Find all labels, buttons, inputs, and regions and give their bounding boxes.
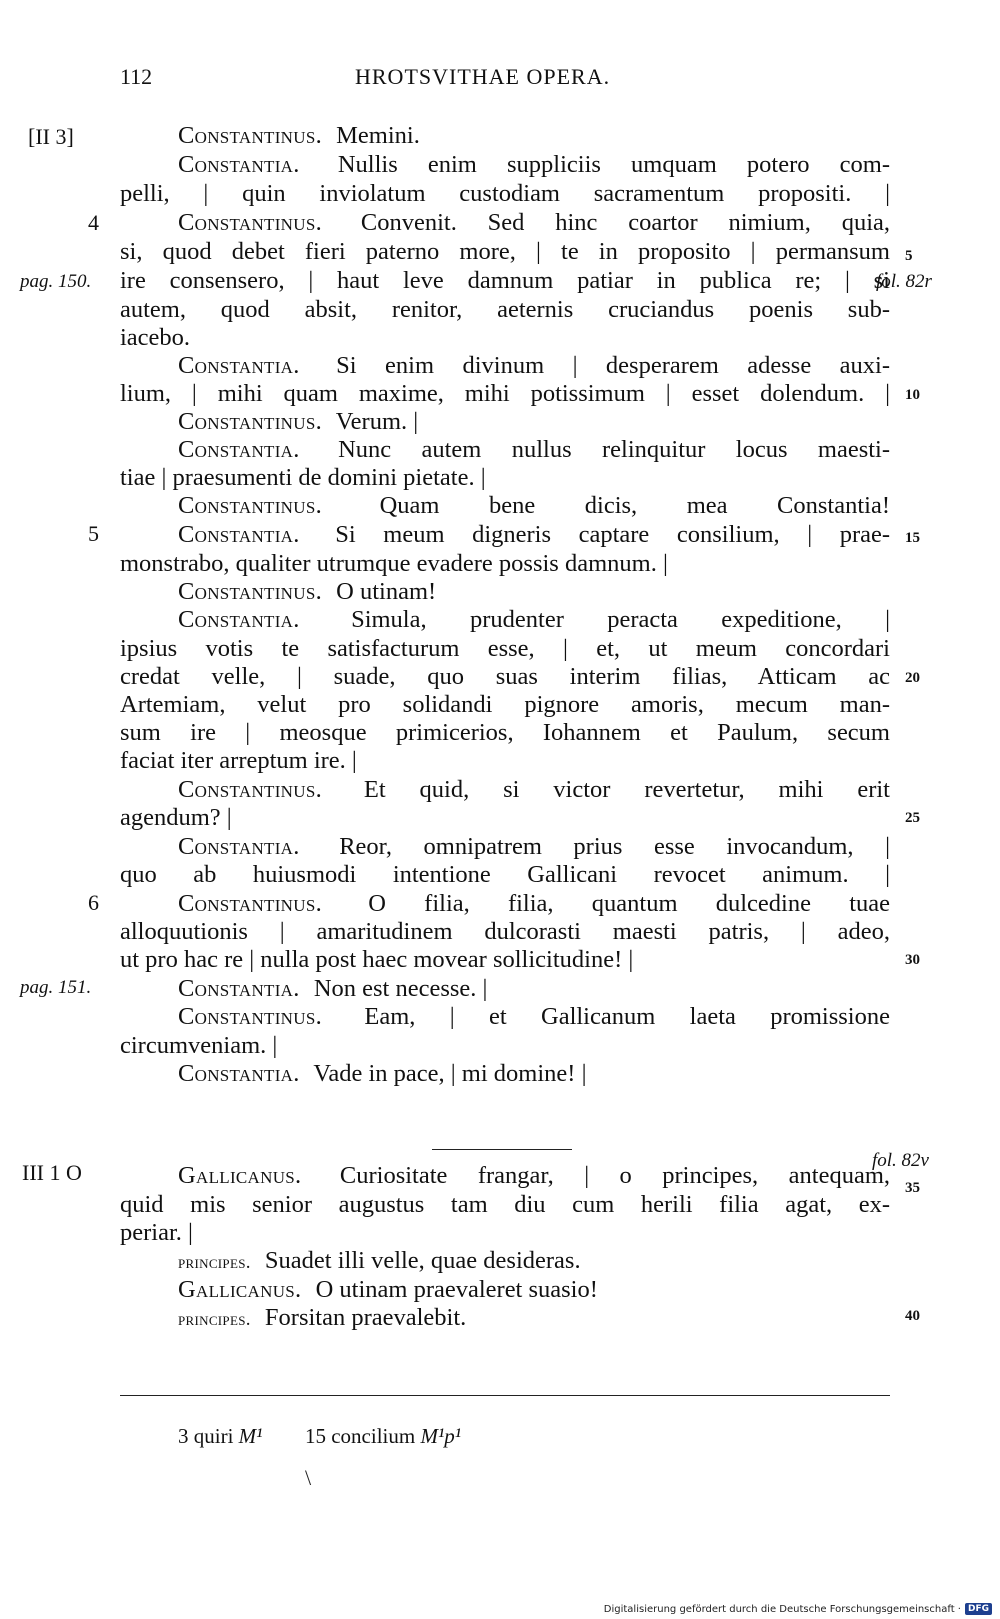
text-line (178, 775, 890, 805)
speech-text: ut pro hac re | nulla post haec movear sollicitudine! | (120, 946, 634, 973)
speaker-name: Constantinus. (178, 492, 323, 519)
footnote-text: 15 concilium (304, 1424, 416, 1448)
text-line (178, 577, 890, 607)
text-line (178, 407, 890, 437)
text-line (178, 1303, 890, 1333)
text-line (178, 1002, 890, 1032)
speech-text: ire consensero, | haut leve damnum patiar in publica re; | si (120, 267, 890, 294)
text-line (120, 690, 890, 720)
text-line (120, 266, 890, 296)
digitization-credit (604, 1603, 992, 1615)
speech-text: lium, | mihi quam maxime, mihi potissimum | esset dolendum. | (120, 380, 890, 407)
text-line (120, 1190, 890, 1220)
section-ref-iii-1: III 1 O (22, 1160, 82, 1185)
text-line (120, 1031, 890, 1061)
speech-text: Verum. | (335, 408, 419, 435)
speech-text: Non est necesse. | (313, 975, 488, 1002)
line-number-35: 35 (905, 1180, 920, 1196)
edition-page-ref-151: pag. 151. (20, 977, 92, 998)
text-line (178, 150, 890, 180)
edition-page-ref-150: pag. 150. (20, 271, 92, 292)
text-line (120, 662, 890, 692)
footnote-siglum: M¹ (238, 1424, 263, 1448)
text-line (120, 803, 890, 833)
speech-text: Si enim divinum | desperarem adesse auxi- (336, 352, 891, 379)
folio-ref-82r: fol. 82r (876, 271, 932, 292)
folio-ref-82v: fol. 82v (872, 1150, 929, 1171)
speaker-name: Constantia. (178, 606, 300, 633)
scene-divider (432, 1149, 572, 1150)
speaker-name: Constantinus. (178, 122, 323, 149)
speech-text: Vade in pace, | mi domine! | (313, 1060, 587, 1087)
text-line (120, 860, 890, 890)
speaker-name: Constantinus. (178, 578, 323, 605)
speaker-name: Constantinus. (178, 209, 323, 236)
text-line (120, 379, 890, 409)
speech-text: Eam, | et Gallicanum laeta promissione (364, 1003, 890, 1030)
speech-text: tiae | praesumenti de domini pietate. | (120, 464, 486, 491)
scan-artifact: \ (305, 1465, 312, 1490)
footnote-rule (120, 1395, 890, 1396)
speech-text: Quam bene dicis, mea Constantia! (379, 492, 891, 519)
text-line (178, 1275, 890, 1305)
text-line (178, 121, 890, 151)
text-line (178, 1246, 890, 1276)
footnote-text: 3 quiri (178, 1424, 234, 1448)
speech-text: O utinam! (336, 578, 437, 605)
text-line (120, 634, 890, 664)
text-line (178, 832, 890, 862)
speaker-name: Constantinus. (178, 776, 323, 803)
line-number-30: 30 (905, 952, 920, 968)
speaker-name: Constantia. (178, 521, 300, 548)
text-line (120, 1218, 890, 1248)
text-line (178, 208, 890, 238)
speaker-name: Constantinus. (178, 890, 323, 917)
speaker-name: Constantia. (178, 151, 300, 178)
speech-text: Forsitan praevalebit. (264, 1304, 467, 1331)
speaker-name: principes. (178, 1252, 251, 1273)
line-number-25: 25 (905, 810, 920, 826)
speech-text: Reor, omnipatrem prius esse invocandum, | (339, 833, 890, 860)
text-line (120, 463, 890, 493)
text-line (120, 323, 890, 353)
speaker-name: Gallicanus. (178, 1276, 302, 1303)
speaker-name: Constantinus. (178, 1003, 323, 1030)
text-line (178, 1059, 890, 1089)
speaker-name: Constantia. (178, 1060, 300, 1087)
speech-text: Curiositate frangar, | o principes, antequam, (339, 1162, 890, 1189)
speech-text: Suadet illi velle, quae desideras. (264, 1247, 581, 1274)
speech-text: Nullis enim suppliciis umquam potero com- (337, 151, 890, 178)
critical-apparatus (178, 1424, 461, 1449)
speech-text: ipsius votis te satisfacturum esse, | et, ut meum concordari (120, 635, 890, 662)
text-line (120, 718, 890, 748)
speech-text: pelli, | quin inviolatum custodiam sacramentum propositi. | (120, 180, 890, 207)
line-number-20: 20 (905, 670, 920, 686)
speech-text: iacebo. (120, 324, 191, 351)
speech-text: faciat iter arreptum ire. | (120, 747, 357, 774)
speech-text: Artemiam, velut pro solidandi pignore amoris, mecum man- (120, 691, 890, 718)
dfg-logo: DFG (965, 1603, 992, 1615)
margin-number-4: 4 (88, 210, 99, 235)
text-line (178, 435, 890, 465)
speech-text: periar. | (120, 1219, 193, 1246)
text-line (120, 549, 890, 579)
speaker-name: Constantia. (178, 352, 300, 379)
speech-text: quid mis senior augustus tam diu cum herili filia agat, ex- (120, 1191, 890, 1218)
line-number-40: 40 (905, 1308, 920, 1324)
text-line (178, 351, 890, 381)
speaker-name: Constantia. (178, 833, 300, 860)
margin-number-6: 6 (88, 890, 99, 915)
speaker-name: principes. (178, 1309, 251, 1330)
speech-text: Si meum digneris captare consilium, | prae- (335, 521, 891, 548)
speech-text: monstrabo, qualiter utrumque evadere possis damnum. | (120, 550, 668, 577)
text-line (120, 917, 890, 947)
text-line (178, 605, 890, 635)
speech-text: si, quod debet fieri paterno more, | te in proposito | permansum (120, 238, 890, 265)
page-header (0, 64, 1000, 100)
speaker-name: Gallicanus. (178, 1162, 302, 1189)
speech-text: Simula, prudenter peracta expeditione, | (351, 606, 890, 633)
speaker-name: Constantinus. (178, 408, 323, 435)
text-line (178, 974, 890, 1004)
speech-text: alloquutionis | amaritudinem dulcorasti maesti patris, | adeo, (120, 918, 890, 945)
line-number-10: 10 (905, 387, 920, 403)
speech-text: O utinam praevaleret suasio! (315, 1276, 598, 1303)
text-line (120, 746, 890, 776)
line-number-5: 5 (905, 248, 913, 264)
speaker-name: Constantia. (178, 975, 300, 1002)
speaker-name: Constantia. (178, 436, 300, 463)
speech-text: autem, quod absit, renitor, aeternis cruciandus poenis sub- (120, 296, 890, 323)
speech-text: Memini. (336, 122, 420, 149)
speech-text: agendum? | (120, 804, 232, 831)
margin-number-5: 5 (88, 521, 99, 546)
text-line (178, 491, 890, 521)
section-ref-ii-3: [II 3] (28, 124, 74, 149)
text-line (178, 1161, 890, 1191)
speech-text: credat velle, | suade, quo suas interim filias, Atticam ac (120, 663, 890, 690)
speech-text: quo ab huiusmodi intentione Gallicani revocet animum. | (120, 861, 890, 888)
page-number: 112 (120, 64, 153, 89)
speech-text: Et quid, si victor revertetur, mihi erit (363, 776, 890, 803)
running-title: HROTSVITHAE OPERA. (355, 64, 611, 89)
text-line (178, 520, 890, 550)
line-number-15: 15 (905, 530, 920, 546)
credit-text: Digitalisierung gefördert durch die Deutsche Forschungsgemeinschaft · (603, 1603, 961, 1615)
text-line (120, 945, 890, 975)
speech-text: circumveniam. | (120, 1032, 278, 1059)
speech-text: Nunc autem nullus relinquitur locus maesti- (338, 436, 890, 463)
speech-text: O filia, filia, quantum dulcedine tuae (368, 890, 891, 917)
footnote-siglum: M¹p¹ (420, 1424, 462, 1448)
text-line (120, 179, 890, 209)
text-line (178, 889, 890, 919)
text-line (120, 237, 890, 267)
text-line (120, 295, 890, 325)
speech-text: sum ire | meosque primicerios, Iohannem et Paulum, secum (120, 719, 890, 746)
speech-text: Convenit. Sed hinc coartor nimium, quia, (360, 209, 890, 236)
